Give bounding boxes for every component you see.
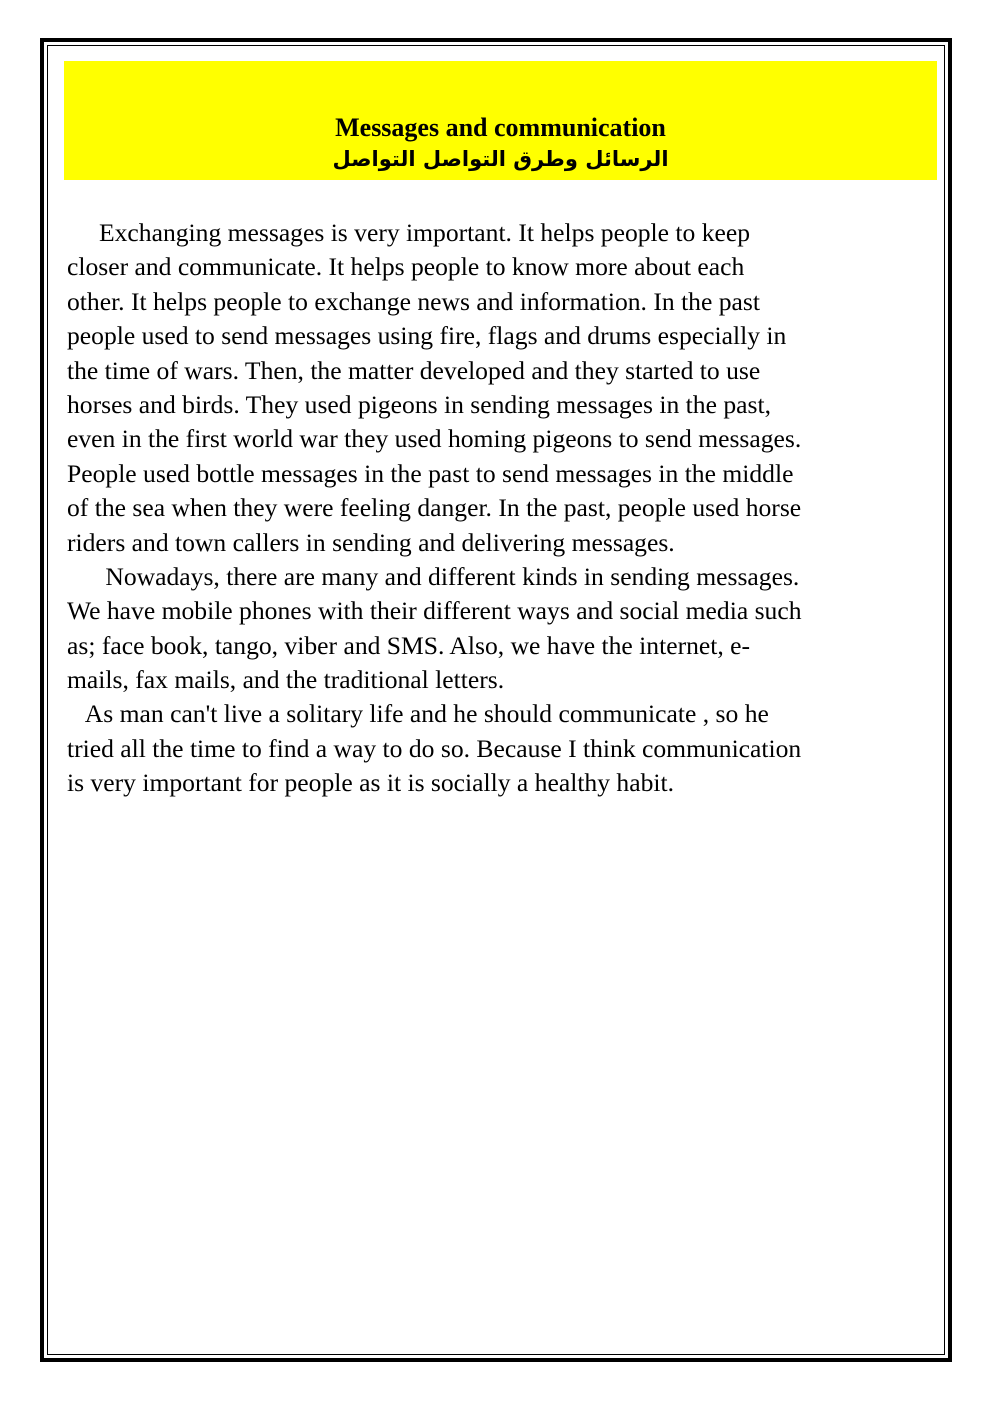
paragraph-1: [67, 216, 933, 560]
text-line: is very important for people as it is socially a healthy habit.: [67, 768, 674, 798]
title-arabic: الرسائل وطرق التواصل التواصل: [332, 147, 669, 171]
text-line: even in the first world war they used homing pigeons to send messages.: [67, 424, 802, 454]
text-line: as; face book, tango, viber and SMS. Also, we have the internet, e-: [67, 630, 751, 660]
text-line: Exchanging messages is very important. It helps people to keep: [67, 218, 751, 247]
text-line: of the sea when they were feeling danger. In the past, people used horse: [67, 493, 802, 523]
text-line: riders and town callers in sending and delivering messages.: [67, 527, 675, 557]
text-line: horses and birds. They used pigeons in sending messages in the past,: [67, 389, 771, 419]
text-line: closer and communicate. It helps people to know more about each: [67, 252, 745, 282]
body-text: [67, 216, 933, 801]
text-line: people used to send messages using fire, flags and drums especially in: [67, 321, 787, 351]
text-line: As man can't live a solitary life and he should communicate , so he: [67, 699, 769, 729]
text-line: tried all the time to find a way to do so. Because I think communication: [67, 733, 802, 763]
text-line: Nowadays, there are many and different kinds in sending messages.: [67, 561, 800, 591]
title-english: Messages and communication: [335, 113, 666, 142]
text-line: People used bottle messages in the past to send messages in the middle: [67, 458, 794, 488]
paragraph-2: [67, 560, 933, 698]
text-line: the time of wars. Then, the matter developed and they started to use: [67, 355, 761, 385]
text-line: other. It helps people to exchange news and information. In the past: [67, 286, 760, 316]
title-banner: [64, 61, 937, 180]
paragraph-3: [67, 697, 933, 800]
text-line: We have mobile phones with their different ways and social media such: [67, 596, 802, 626]
text-line: mails, fax mails, and the traditional letters.: [67, 665, 505, 695]
